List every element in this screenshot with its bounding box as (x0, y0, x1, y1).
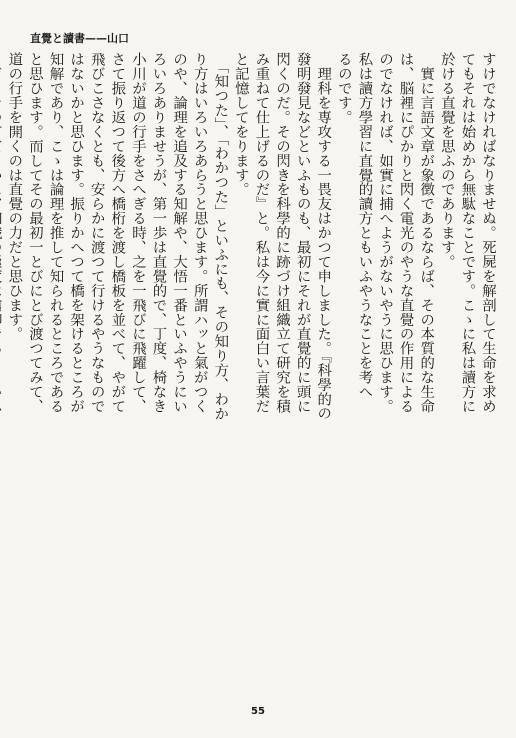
text-line: 小川が道の行手をさへぎる時、之を一飛びに飛躍して、 (129, 52, 146, 414)
text-line: 閃くのだ。その閃きを科學的に跡づけ組織立て研究を積 (274, 52, 291, 414)
text-line: 理科を専攻する一畏友はかつて申しました。『科學的の (315, 52, 332, 421)
text-line: ろいろありませうが、第一歩は直覺的で、丁度、椅なき (150, 52, 167, 414)
page-number: 55 (251, 706, 265, 717)
text-line: 知解であり、こゝは論理を推して知られるところである (47, 52, 64, 414)
text-line: さて振り返つて後方へ橋桁を渡し橋板を並べて、やがて (109, 52, 126, 414)
text-line: 於ける直覺を思ふのであります。 (438, 52, 455, 269)
text-line: 發明發見などといふものも、最初にそれが直覺的に頭に (294, 52, 311, 414)
text-line: 實に言語文章が象徴であるならば、その本質的な生命 (418, 52, 435, 414)
text-line: は、脳裡にぴかりと閃く電光のやうな直覺の作用による (397, 52, 414, 414)
text-line (0, 52, 4, 697)
body-text (6, 52, 498, 697)
text-line: 飛びこさなくとも、安らかに渡つて行けるやうなもので (88, 52, 105, 414)
text-line: 道の行手を開くのは直覺の力だと思ひます。 (6, 52, 23, 341)
text-line: てもそれは始めから無駄なことです。こゝに私は讀方に (459, 52, 476, 414)
text-line: み重ねて仕上げるのだ』と。私は今に實に面白い言葉だ (253, 52, 270, 414)
text-line: るのです。 (335, 52, 352, 125)
text-line: はないかと思ひます。振りかへつて橋を架けるところが (68, 52, 85, 414)
text-line: り方はいろいろあらうと思ひます。所謂ハッと氣がつく (191, 52, 208, 414)
text-line: すけでなければなりませぬ。死屍を解剖して生命を求め (480, 52, 496, 414)
text-line: と思ひます。而してその最初一とびにとび渡つてみて、 (26, 52, 43, 414)
running-head: 直覺と讀書——山口 (30, 32, 129, 45)
text-line: と記憶してをります。 (232, 52, 249, 197)
text-line: のでなければ、如實に捕へようがないやうに思ひます。 (377, 52, 394, 414)
text-line: 私は讀方學習に直覺的讀方ともいふやうなことを考へ (356, 52, 373, 399)
text-line: のや、論理を追及する知解や、大悟一番といふやうにい (171, 52, 188, 414)
text-line: 「知つた」、「わかつた」といふにも、その知り方、わか (212, 52, 229, 421)
